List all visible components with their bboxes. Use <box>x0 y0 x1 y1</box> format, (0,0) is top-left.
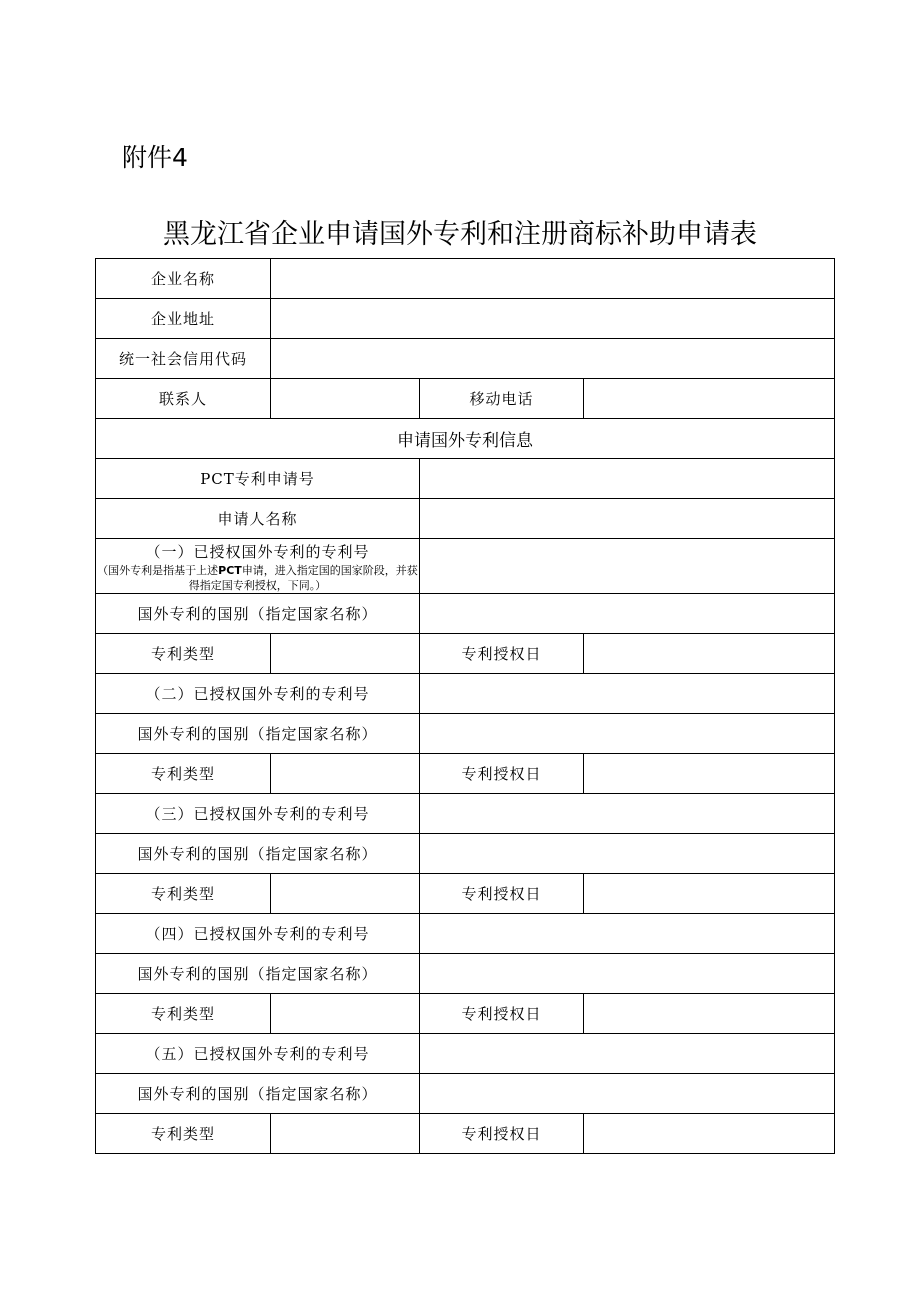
patent-2-type-field[interactable] <box>271 754 420 794</box>
patent-1-number-field[interactable] <box>420 539 835 594</box>
patent-1-type-label: 专利类型 <box>96 634 271 674</box>
section-title: 申请国外专利信息 <box>96 419 835 459</box>
patent-5-grant-date-field[interactable] <box>584 1114 835 1154</box>
patent-5-country-label: 国外专利的国别（指定国家名称） <box>96 1074 420 1114</box>
credit-code-row <box>96 339 835 379</box>
patent-4-grant-date-label: 专利授权日 <box>420 994 584 1034</box>
patent-note-part1: （国外专利是指基于上述 <box>97 564 219 577</box>
patent-1-grant-date-field[interactable] <box>584 634 835 674</box>
patent-4-grant-date-field[interactable] <box>584 994 835 1034</box>
patent-note-part2: 申请，进入指定国的国家阶段，并获得指定国专利授权，下同。） <box>188 564 418 592</box>
patent-2-country-field[interactable] <box>420 714 835 754</box>
applicant-row <box>96 499 835 539</box>
patent-3-grant-date-label: 专利授权日 <box>420 874 584 914</box>
patent-2-country-row <box>96 714 835 754</box>
patent-1-number-row <box>96 539 835 594</box>
pct-number-label: PCT专利申请号 <box>96 459 420 499</box>
attachment-label: 附件4 <box>122 143 188 172</box>
patent-2-type-row <box>96 754 835 794</box>
contact-field[interactable] <box>271 379 420 419</box>
patent-2-number-field[interactable] <box>420 674 835 714</box>
patent-4-type-row <box>96 994 835 1034</box>
patent-5-grant-date-label: 专利授权日 <box>420 1114 584 1154</box>
patent-4-number-row <box>96 914 835 954</box>
patent-4-type-label: 专利类型 <box>96 994 271 1034</box>
patent-1-country-row <box>96 594 835 634</box>
patent-1-grant-date-label: 专利授权日 <box>420 634 584 674</box>
patent-4-number-field[interactable] <box>420 914 835 954</box>
patent-5-country-row <box>96 1074 835 1114</box>
patent-2-number-row <box>96 674 835 714</box>
applicant-name-label: 申请人名称 <box>96 499 420 539</box>
patent-3-number-field[interactable] <box>420 794 835 834</box>
application-form-table <box>95 258 835 1154</box>
company-name-row <box>96 259 835 299</box>
section-header-row <box>96 419 835 459</box>
credit-code-label: 统一社会信用代码 <box>96 339 271 379</box>
company-name-label: 企业名称 <box>96 259 271 299</box>
patent-1-type-field[interactable] <box>271 634 420 674</box>
pct-number-field[interactable] <box>420 459 835 499</box>
patent-4-country-label: 国外专利的国别（指定国家名称） <box>96 954 420 994</box>
patent-3-country-field[interactable] <box>420 834 835 874</box>
patent-5-number-field[interactable] <box>420 1034 835 1074</box>
patent-4-number-label: （四）已授权国外专利的专利号 <box>96 914 420 954</box>
patent-5-type-label: 专利类型 <box>96 1114 271 1154</box>
patent-2-grant-date-field[interactable] <box>584 754 835 794</box>
patent-3-number-row <box>96 794 835 834</box>
patent-1-country-label: 国外专利的国别（指定国家名称） <box>96 594 420 634</box>
company-address-field[interactable] <box>271 299 835 339</box>
patent-4-type-field[interactable] <box>271 994 420 1034</box>
patent-3-number-label: （三）已授权国外专利的专利号 <box>96 794 420 834</box>
patent-2-number-label: （二）已授权国外专利的专利号 <box>96 674 420 714</box>
patent-3-type-row <box>96 874 835 914</box>
patent-2-grant-date-label: 专利授权日 <box>420 754 584 794</box>
mobile-label: 移动电话 <box>420 379 584 419</box>
patent-3-grant-date-field[interactable] <box>584 874 835 914</box>
contact-row <box>96 379 835 419</box>
patent-1-number-label <box>96 539 420 594</box>
form-title: 黑龙江省企业申请国外专利和注册商标补助申请表 <box>163 219 757 250</box>
company-name-field[interactable] <box>271 259 835 299</box>
applicant-name-field[interactable] <box>420 499 835 539</box>
patent-note-pct: PCT <box>218 564 242 577</box>
patent-5-type-field[interactable] <box>271 1114 420 1154</box>
contact-label: 联系人 <box>96 379 271 419</box>
patent-1-country-field[interactable] <box>420 594 835 634</box>
patent-3-country-row <box>96 834 835 874</box>
patent-5-type-row <box>96 1114 835 1154</box>
patent-5-number-row <box>96 1034 835 1074</box>
pct-row <box>96 459 835 499</box>
patent-1-number-text: （一）已授权国外专利的专利号 <box>145 543 370 561</box>
company-address-row <box>96 299 835 339</box>
patent-5-number-label: （五）已授权国外专利的专利号 <box>96 1034 420 1074</box>
patent-5-country-field[interactable] <box>420 1074 835 1114</box>
patent-3-type-field[interactable] <box>271 874 420 914</box>
patent-note <box>96 563 419 593</box>
patent-3-country-label: 国外专利的国别（指定国家名称） <box>96 834 420 874</box>
patent-1-type-row <box>96 634 835 674</box>
patent-4-country-row <box>96 954 835 994</box>
patent-3-type-label: 专利类型 <box>96 874 271 914</box>
credit-code-field[interactable] <box>271 339 835 379</box>
patent-4-country-field[interactable] <box>420 954 835 994</box>
company-address-label: 企业地址 <box>96 299 271 339</box>
mobile-field[interactable] <box>584 379 835 419</box>
patent-2-country-label: 国外专利的国别（指定国家名称） <box>96 714 420 754</box>
patent-2-type-label: 专利类型 <box>96 754 271 794</box>
